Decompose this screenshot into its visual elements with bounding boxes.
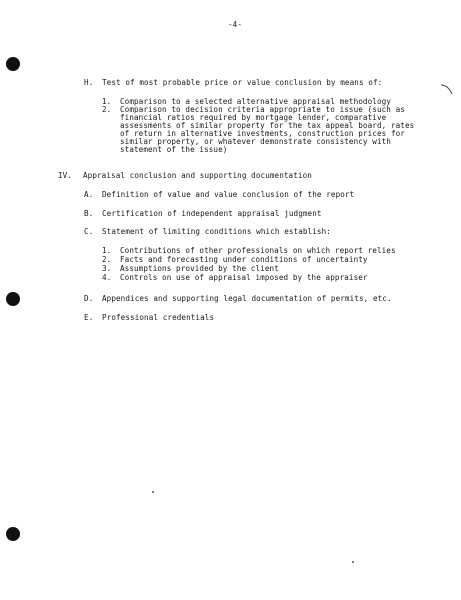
- subsection-marker: C.: [84, 227, 94, 236]
- subsection-title: Appendices and supporting legal documentation of permits, etc.: [102, 294, 392, 303]
- item-text: Comparison to a selected alternative appraisal methodology: [120, 97, 391, 106]
- item-text: Controls on use of appraisal imposed by the appraiser: [120, 273, 368, 282]
- subsection-title: Statement of limiting conditions which establish:: [102, 227, 331, 236]
- section-iv-title: Appraisal conclusion and supporting documentation: [83, 171, 312, 180]
- scan-mark: [440, 83, 454, 97]
- section-iv-marker: IV.: [58, 171, 73, 180]
- item-number: 2.: [102, 255, 112, 264]
- item-number: 1.: [102, 246, 112, 255]
- subsection-title: Certification of independent appraisal judgment: [102, 209, 322, 218]
- item-number: 1.: [102, 97, 112, 106]
- punch-hole-bottom: [6, 527, 20, 541]
- section-h-title: Test of most probable price or value conclusion by means of:: [102, 78, 383, 87]
- subsection-title: Professional credentials: [102, 313, 215, 322]
- item-text: financial ratios required by mortgage lender, comparative: [120, 113, 387, 122]
- subsection-marker: E.: [84, 313, 94, 322]
- item-text: assessments of similar property for the tax appeal board, rates: [120, 121, 415, 130]
- item-text: of return in alternative investments, construction prices for: [120, 129, 405, 138]
- scan-speck: [152, 491, 154, 493]
- punch-hole-middle: [6, 292, 20, 306]
- page-number: -4-: [228, 20, 243, 29]
- section-h-marker: H.: [84, 78, 94, 87]
- subsection-title: Definition of value and value conclusion of the report: [102, 190, 355, 199]
- item-number: 2.: [102, 105, 112, 114]
- subsection-marker: D.: [84, 294, 94, 303]
- item-text: statement of the issue): [120, 145, 228, 154]
- punch-hole-top: [6, 57, 20, 71]
- item-number: 3.: [102, 264, 112, 273]
- item-text: Facts and forecasting under conditions of uncertainty: [120, 255, 368, 264]
- scan-speck: [352, 561, 354, 563]
- item-number: 4.: [102, 273, 112, 282]
- subsection-marker: B.: [84, 209, 94, 218]
- item-text: similar property, or whatever demonstrate consistency with: [120, 137, 391, 146]
- item-text: Comparison to decision criteria appropriate to issue (such as: [120, 105, 405, 114]
- item-text: Contributions of other professionals on which report relies: [120, 246, 396, 255]
- item-text: Assumptions provided by the client: [120, 264, 279, 273]
- subsection-marker: A.: [84, 190, 94, 199]
